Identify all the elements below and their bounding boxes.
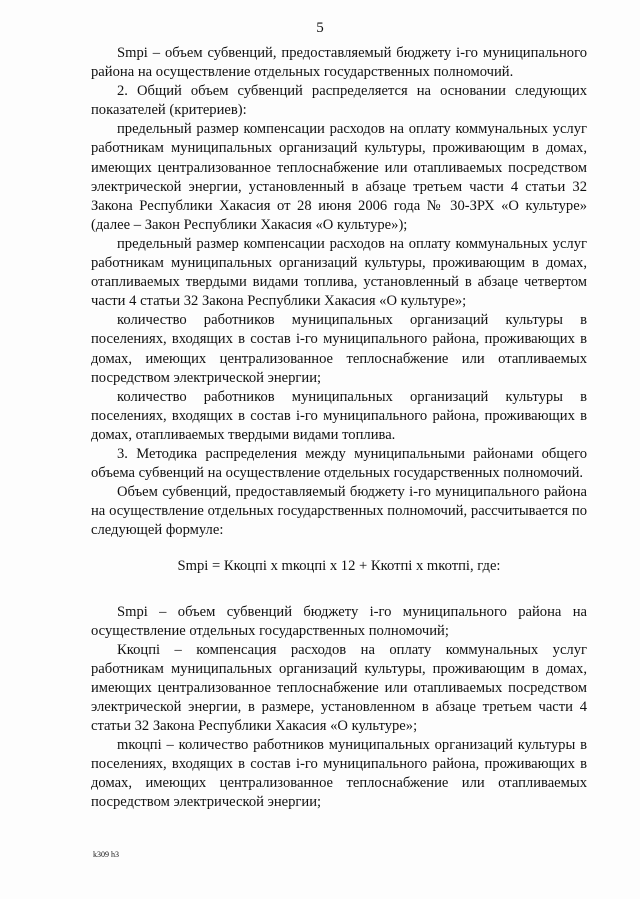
paragraph-criterion-1: предельный размер компенсации расходов на оплату коммунальных услуг работникам муниципальных организаций культуры, проживающим в домах, имеющих централизованное теплоснабжение или отапливаемых посредством электрической энергии, установленный в абзаце третьем части 4 статьи 32 Закона Республики Хакасия от 28 июня 2006 года № 30-ЗРХ «О культуре» (далее – Закон Республики Хакасия «О культуре»); (91, 121, 587, 233)
paragraph-smpi-intro: Smpi – объем субвенций, предоставляемый бюджету і-го муниципального района на осуществление отдельных государственных полномочий. (91, 45, 587, 81)
definition-smpi: Smpi – объем субвенций бюджету і-го муниципального района на осуществление отдельных государственных полномочий; (91, 603, 587, 639)
paragraph-section-2: 2. Общий объем субвенций распределяется на основании следующих показателей (критериев): (91, 83, 587, 119)
paragraph-criterion-2: предельный размер компенсации расходов на оплату коммунальных услуг работникам муниципальных организаций культуры, проживающим в домах, отапливаемых твердыми видами топлива, установленный в абзаце четвертом части 4 статьи 32 Закона Республики Хакасия «О культуре»; (91, 235, 587, 310)
paragraph-formula-intro: Объем субвенций, предоставляемый бюджету і-го муниципального района на осуществление отдельных государственных полномочий, рассчитывается по следующей формуле: (91, 484, 587, 539)
formula: Smpi = Ккоцпі x mкоцпі x 12 + Ккотпі x mкотпі, где: (177, 558, 501, 575)
page-number: 5 (316, 20, 324, 36)
paragraph-criterion-4: количество работников муниципальных организаций культуры в поселениях, входящих в состав і-го муниципального района, проживающих в домах, отапливаемых твердыми видами топлива. (91, 388, 587, 443)
footer-code: k309 h3 (93, 850, 119, 859)
paragraph-criterion-3: количество работников муниципальных организаций культуры в поселениях, входящих в состав і-го муниципального района, проживающих в домах, имеющих централизованное теплоснабжение или отапливаемых посредством электрической энергии; (91, 312, 587, 386)
definition-mkocpi: mкоцпі – количество работников муниципальных организаций культуры в поселениях, входящих в состав і-го муниципального района, проживающих в домах, имеющих централизованное теплоснабжение или отапливаемых посредством электрической энергии; (91, 737, 587, 811)
body-text (91, 44, 587, 813)
definition-kkocpi: Ккоцпі – компенсация расходов на оплату коммунальных услуг работникам муниципальных организаций культуры, проживающим в домах, имеющих централизованное теплоснабжение или отапливаемых посредством электрической энергии, в размере, установленном в абзаце третьем части 4 статьи 32 Закона Республики Хакасия «О культуре»; (91, 641, 587, 735)
paragraph-section-3: 3. Методика распределения между муниципальными районами общего объема субвенций на осуществление отдельных государственных полномочий. (91, 445, 587, 482)
